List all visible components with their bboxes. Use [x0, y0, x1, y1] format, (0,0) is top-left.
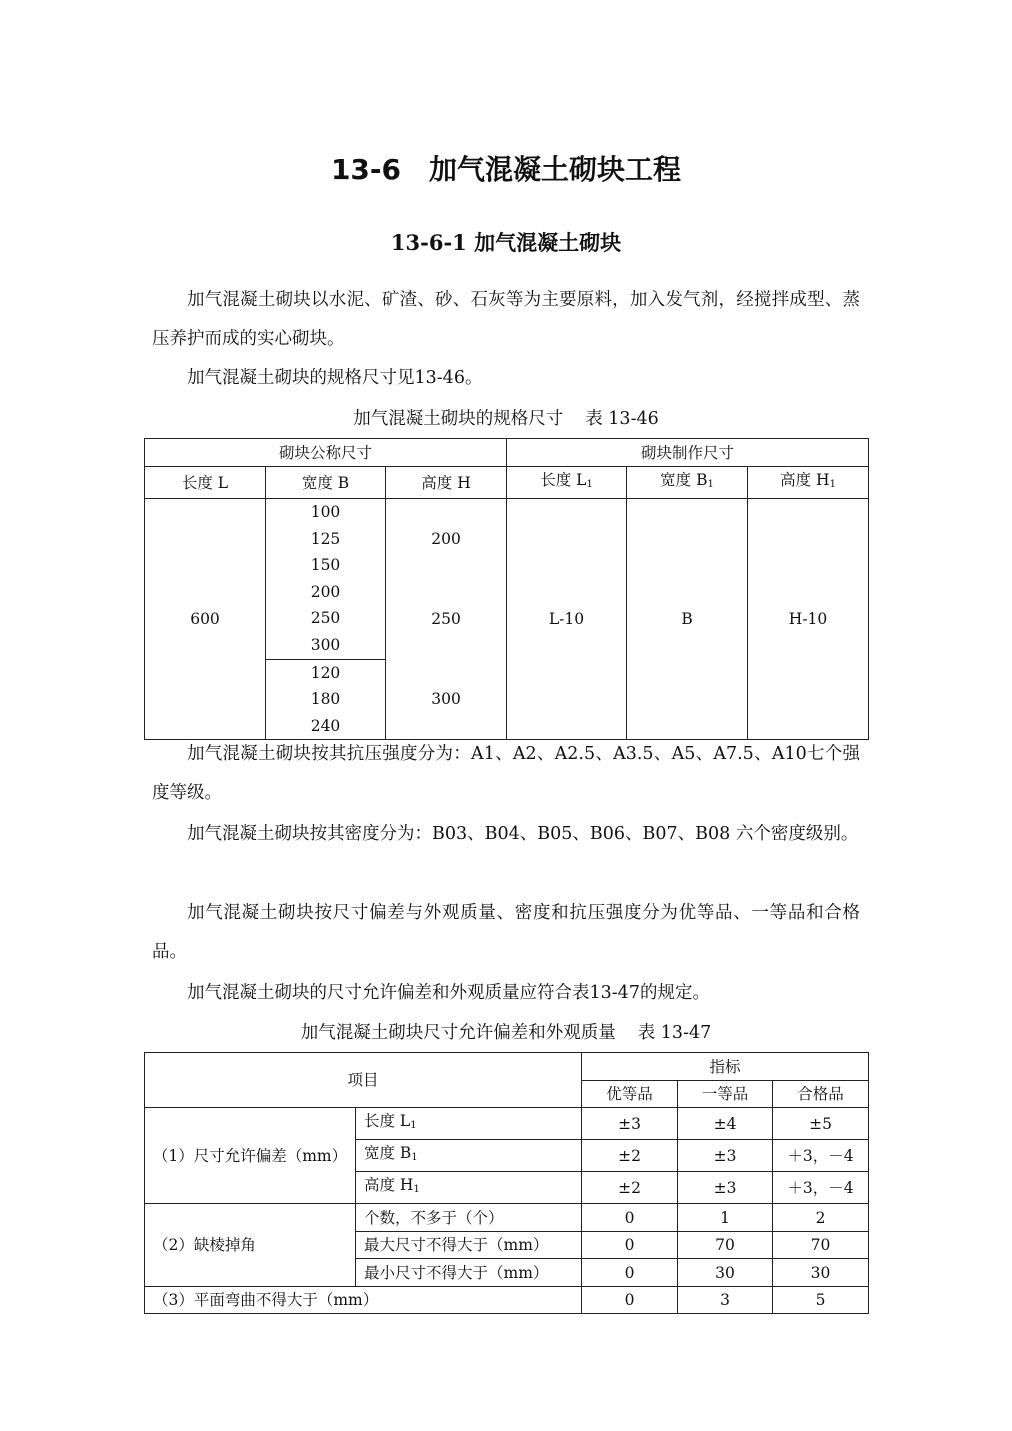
table47-header-grade-premium: 优等品 — [582, 1081, 678, 1108]
table47-caption-number: 表 13-47 — [637, 1023, 712, 1043]
table47-value: 0 — [582, 1287, 678, 1314]
table46-header-length1: 长度 $L_1$ — [507, 467, 627, 499]
paragraph-intro: 加气混凝土砌块以水泥、矿渣、砂、石灰等为主要原料，加入发气剂，经搅拌成型、蒸压养护而成的实心砌块。 — [152, 290, 860, 349]
table47-caption — [0, 1018, 1012, 1048]
table46-width1-value: B — [627, 499, 748, 740]
table47-group-dimension: （1）尺寸允许偏差（mm） — [145, 1108, 356, 1204]
table47-value: ±5 — [773, 1108, 869, 1140]
table47-header-index: 指标 — [582, 1053, 869, 1081]
table47-value: 3 — [678, 1287, 773, 1314]
table47-value: 0 — [582, 1204, 678, 1232]
table47-caption-title: 加气混凝土砌块尺寸允许偏差和外观质量 — [300, 1023, 616, 1043]
table46-header-width: 宽度 B — [266, 467, 386, 499]
table46-caption-number: 表 13-46 — [585, 409, 659, 429]
section-title: 13-6-1 加气混凝土砌块 — [390, 230, 622, 255]
table47-value: ±2 — [582, 1172, 678, 1204]
table-row — [145, 1287, 869, 1314]
table47-item: 长度 $L_1$ — [356, 1108, 582, 1140]
table47-value: ±4 — [678, 1108, 773, 1140]
table46-caption — [0, 404, 1012, 434]
table46-header-height1: 高度 $H_1$ — [748, 467, 869, 499]
table46-widths-group-b: 120 180 240 — [266, 659, 386, 740]
table47-header-grade-qualified: 合格品 — [773, 1081, 869, 1108]
table47-value: 0 — [582, 1232, 678, 1259]
table47-value: 70 — [678, 1232, 773, 1259]
table47-item: 高度 $H_1$ — [356, 1172, 582, 1204]
table46-caption-title: 加气混凝土砌块的规格尺寸 — [353, 409, 564, 429]
table47-header-grade-first: 一等品 — [678, 1081, 773, 1108]
table47-value: ±3 — [582, 1108, 678, 1140]
paragraph-table-ref-2: 加气混凝土砌块的尺寸允许偏差和外观质量应符合表13-47的规定。 — [187, 983, 710, 1003]
table46-heights: 200 250 300 — [386, 499, 507, 740]
table47-item: 宽度 $B_1$ — [356, 1140, 582, 1172]
table-row — [145, 1204, 869, 1232]
table47-value: ＋3，－4 — [773, 1172, 869, 1204]
table47-value: 0 — [582, 1259, 678, 1287]
table-13-46 — [144, 438, 869, 740]
table47-value: ±3 — [678, 1140, 773, 1172]
table47-value: 2 — [773, 1204, 869, 1232]
table47-group-corner-damage: （2）缺棱掉角 — [145, 1204, 356, 1287]
table47-item: 最大尺寸不得大于（mm） — [356, 1232, 582, 1259]
table46-header-height: 高度 H — [386, 467, 507, 499]
table47-group-flatness: （3）平面弯曲不得大于（mm） — [145, 1287, 582, 1314]
paragraph-strength: 加气混凝土砌块按其抗压强度分为：A1、A2、A2.5、A3.5、A5、A7.5、A10七个强度等级。 — [152, 744, 860, 803]
table47-value: 1 — [678, 1204, 773, 1232]
table-row — [145, 1108, 869, 1140]
table47-value: 5 — [773, 1287, 869, 1314]
table46-group-manufacture: 砌块制作尺寸 — [507, 439, 869, 467]
paragraph-density: 加气混凝土砌块按其密度分为：B03、B04、B05、B06、B07、B08 六个密度级别。 — [187, 824, 859, 844]
table47-header-item: 项目 — [145, 1053, 582, 1108]
table46-group-nominal: 砌块公称尺寸 — [145, 439, 507, 467]
paragraph-grades: 加气混凝土砌块按尺寸偏差与外观质量、密度和抗压强度分为优等品、一等品和合格品。 — [152, 903, 860, 962]
table46-length-value: 600 — [145, 499, 266, 740]
table47-value: ±2 — [582, 1140, 678, 1172]
table47-value: 30 — [678, 1259, 773, 1287]
table47-value: ＋3，－4 — [773, 1140, 869, 1172]
table47-value: 30 — [773, 1259, 869, 1287]
page-title: 13-6 加气混凝土砌块工程 — [330, 153, 682, 186]
table46-length1-value: L-10 — [507, 499, 627, 740]
table-13-47 — [144, 1052, 869, 1314]
table46-header-width1: 宽度 $B_1$ — [627, 467, 748, 499]
table47-item: 最小尺寸不得大于（mm） — [356, 1259, 582, 1287]
table46-header-length: 长度 L — [145, 467, 266, 499]
table46-height1-value: H-10 — [748, 499, 869, 740]
table46-widths-group-a: 100 125 150 200 250 300 — [266, 499, 386, 660]
table47-item: 个数，不多于（个） — [356, 1204, 582, 1232]
table47-value: ±3 — [678, 1172, 773, 1204]
paragraph-table-ref: 加气混凝土砌块的规格尺寸见13-46。 — [187, 368, 483, 388]
table47-value: 70 — [773, 1232, 869, 1259]
